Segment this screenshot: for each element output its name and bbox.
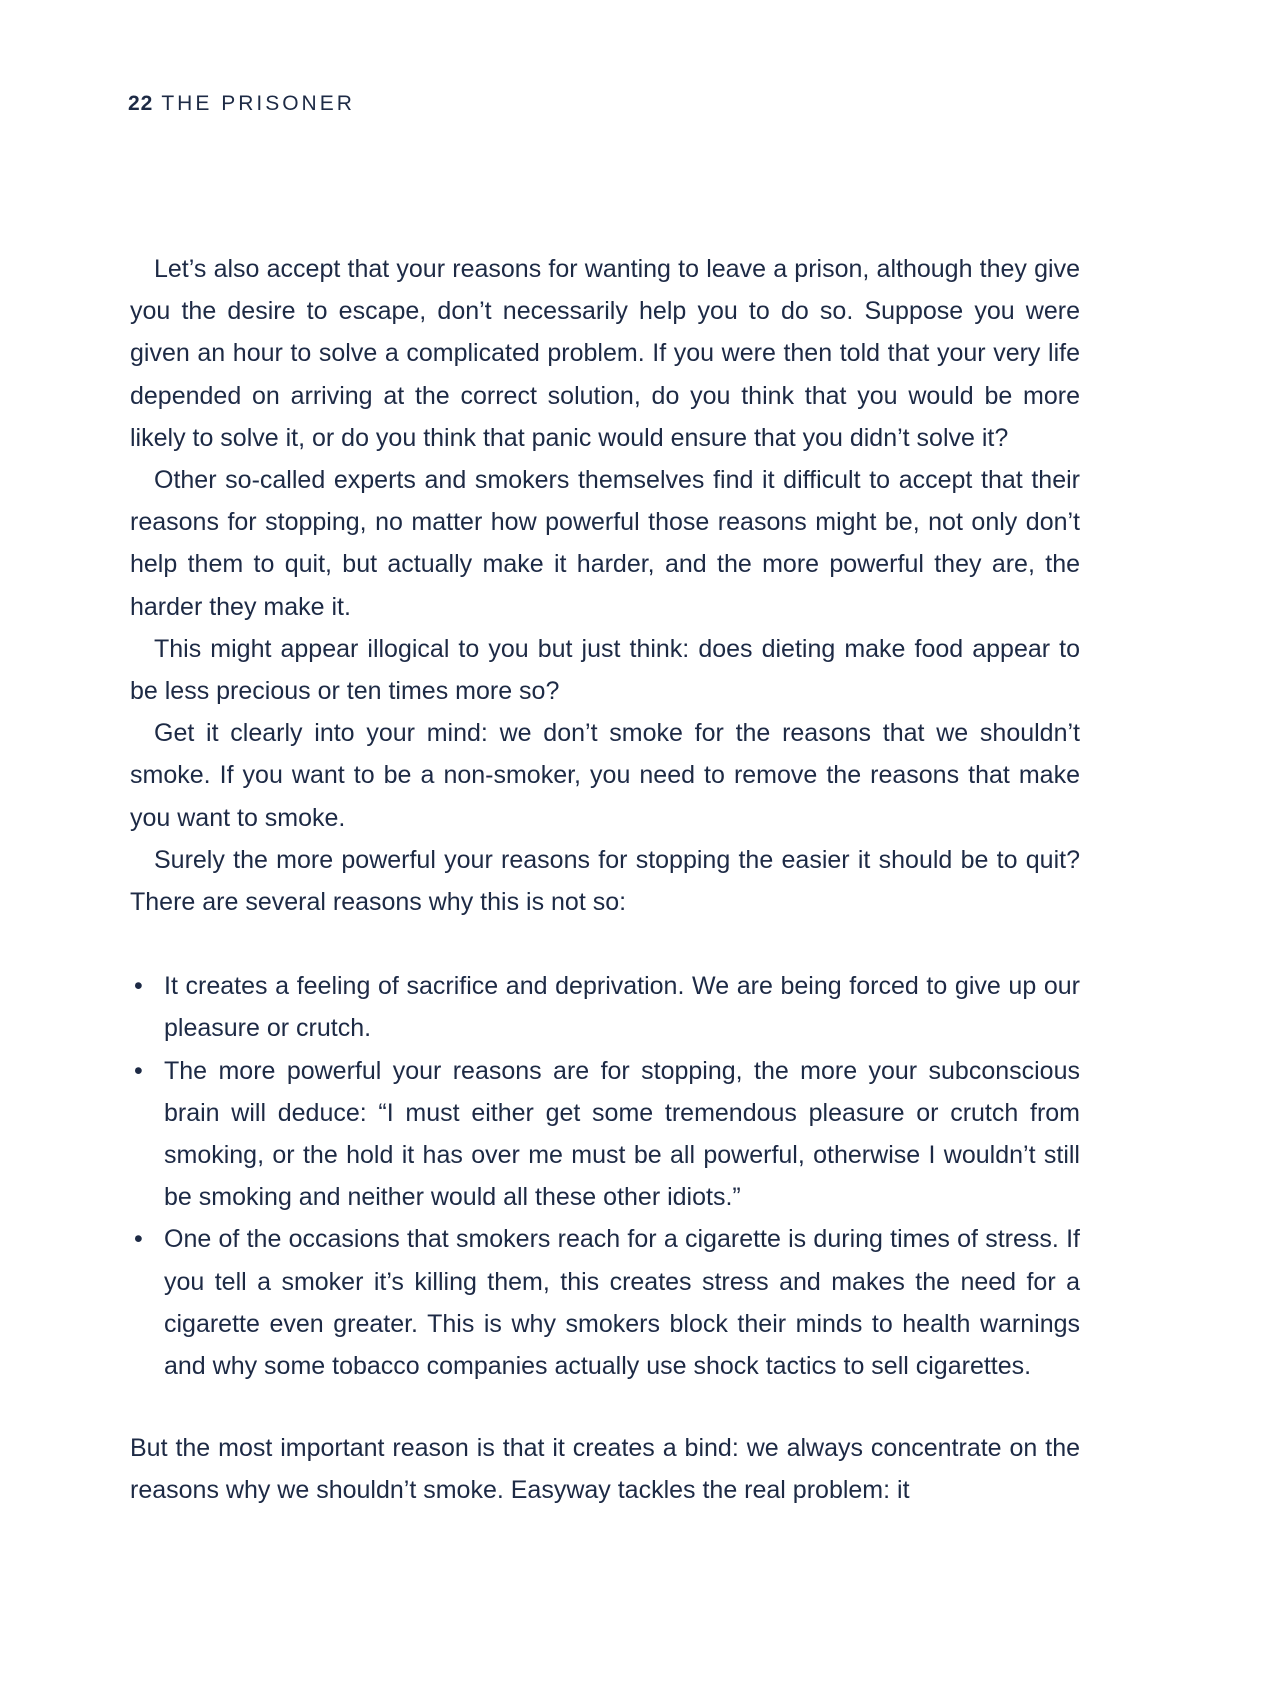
bullet-list bbox=[130, 965, 1080, 1387]
paragraph: This might appear illogical to you but just think: does dieting make food appear to be less precious or ten times more so? bbox=[130, 634, 1080, 706]
bullet-item bbox=[130, 965, 1080, 1049]
bullet-item bbox=[130, 1050, 1080, 1219]
bullet-text: It creates a feeling of sacrifice and deprivation. We are being forced to give up our pleasure or crutch. bbox=[164, 972, 1080, 1043]
bullet-item bbox=[130, 1218, 1080, 1387]
bullet-icon: • bbox=[134, 1056, 143, 1085]
paragraph: Other so-called experts and smokers themselves find it difficult to accept that their reasons for stopping, no matter how powerful those reasons might be, not only don’t help them to quit, but actually make it harder, and the more powerful they are, the harder they make it. bbox=[130, 466, 1080, 621]
paragraph: Get it clearly into your mind: we don’t smoke for the reasons that we shouldn’t smoke. If you want to be a non-smoker, you need to remove the reasons that make you want to smoke. bbox=[130, 719, 1080, 832]
paragraph: Let’s also accept that your reasons for wanting to leave a prison, although they give you the desire to escape, don’t necessarily help you to do so. Suppose you were given an hour to solve a complicated problem. If you were then told that your very life depended on arriving at the correct solution, do you think that you would be more likely to solve it, or do you think that panic would ensure that you didn’t solve it? bbox=[130, 255, 1080, 452]
bullet-text: One of the occasions that smokers reach for a cigarette is during times of stress. If you tell a smoker it’s killing them, this creates stress and makes the need for a cigarette even greater. This is why smokers block their minds to health warnings and why some tobacco companies actually use shock tactics to sell cigarettes. bbox=[164, 1225, 1080, 1381]
running-head bbox=[128, 92, 355, 116]
closing-paragraph: But the most important reason is that it creates a bind: we always concentrate on the reasons why we shouldn’t smoke. Easyway tackles the real problem: it bbox=[130, 1434, 1080, 1505]
page-number: 22 bbox=[128, 92, 154, 115]
bullet-text: The more powerful your reasons are for stopping, the more your subconscious brain will deduce: “I must either get some tremendous pleasure or crutch from smoking, or the hold it has over me must be all powerful, otherwise I wouldn’t still be smoking and neither would all these other idiots.” bbox=[164, 1056, 1080, 1212]
bullet-icon: • bbox=[134, 972, 143, 1001]
chapter-title: THE PRISONER bbox=[161, 92, 355, 115]
bullet-icon: • bbox=[134, 1225, 143, 1254]
body-text bbox=[130, 248, 1080, 1512]
paragraph: Surely the more powerful your reasons for stopping the easier it should be to quit? There are several reasons why this is not so: bbox=[130, 845, 1080, 917]
